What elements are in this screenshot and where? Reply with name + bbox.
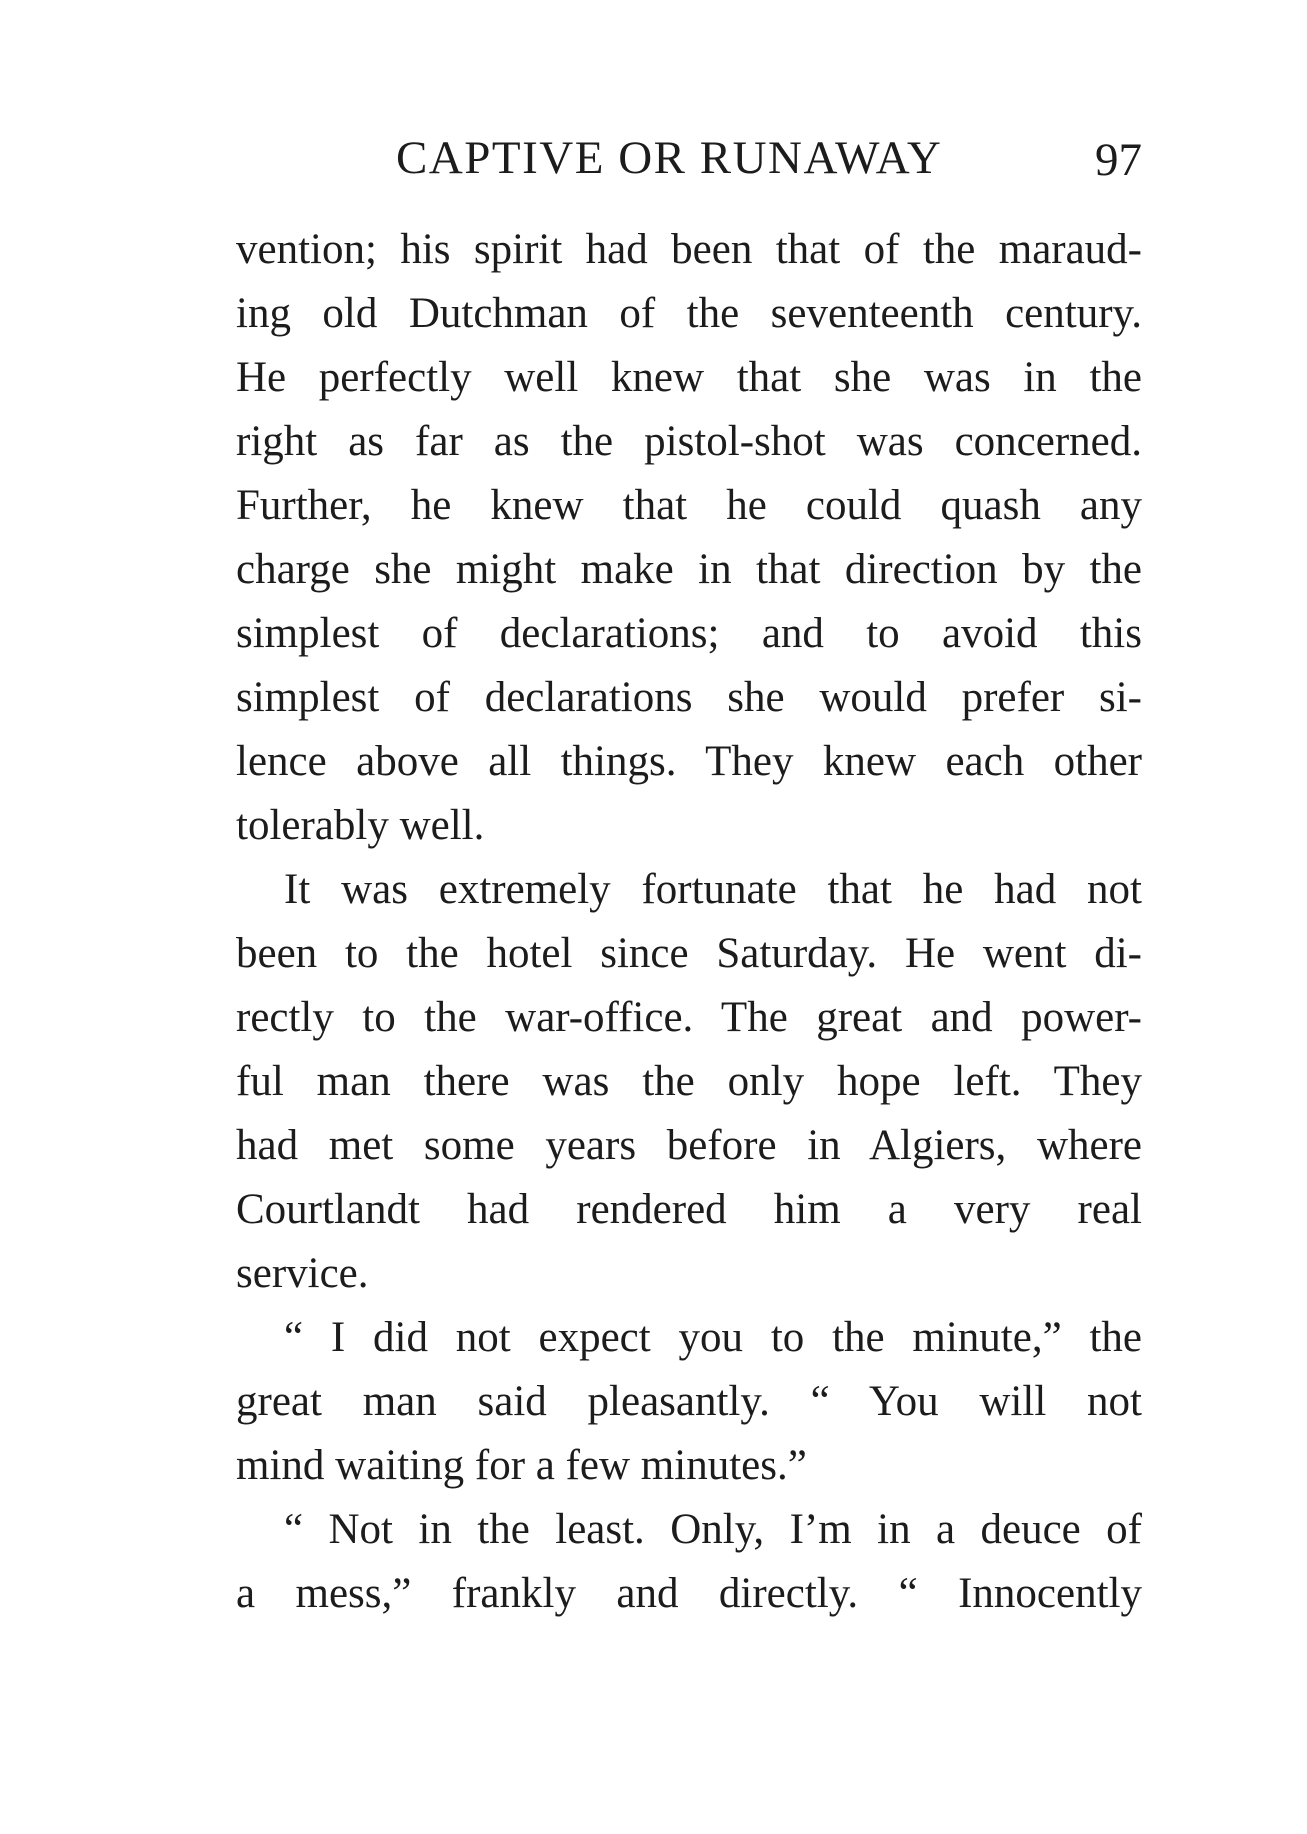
text-line: a mess,” frankly and directly. “ Innocently <box>236 1570 1142 1617</box>
text-line: Further, he knew that he could quash any <box>236 482 1142 529</box>
text-line: great man said pleasantly. “ You will not <box>236 1378 1142 1425</box>
text-line: ful man there was the only hope left. They <box>236 1058 1142 1105</box>
text-line: charge she might make in that direction by the <box>236 546 1142 593</box>
text-line: right as far as the pistol-shot was concerned. <box>236 418 1142 465</box>
text-line: tolerably well. <box>236 802 485 849</box>
running-title: CAPTIVE OR RUNAWAY <box>396 132 943 184</box>
text-line: simplest of declarations she would prefer si- <box>236 674 1142 721</box>
text-line: rectly to the war-office. The great and power- <box>236 994 1142 1041</box>
text-line: It was extremely fortunate that he had not <box>284 866 1142 913</box>
text-line: He perfectly well knew that she was in the <box>236 354 1142 401</box>
text-line: “ Not in the least. Only, I’m in a deuce of <box>284 1506 1142 1553</box>
body-text <box>236 218 1142 1626</box>
text-line: lence above all things. They knew each other <box>236 738 1142 785</box>
text-line: been to the hotel since Saturday. He went di- <box>236 930 1142 977</box>
text-line: mind waiting for a few minutes.” <box>236 1442 807 1489</box>
text-line: ing old Dutchman of the seventeenth century. <box>236 290 1142 337</box>
text-line: simplest of declarations; and to avoid this <box>236 610 1142 657</box>
text-line: “ I did not expect you to the minute,” the <box>284 1314 1142 1361</box>
running-head <box>236 128 1142 188</box>
text-line: had met some years before in Algiers, where <box>236 1122 1142 1169</box>
text-line: vention; his spirit had been that of the maraud- <box>236 226 1142 273</box>
text-line: service. <box>236 1250 369 1297</box>
page-number: 97 <box>1095 134 1142 186</box>
text-line: Courtlandt had rendered him a very real <box>236 1186 1142 1233</box>
